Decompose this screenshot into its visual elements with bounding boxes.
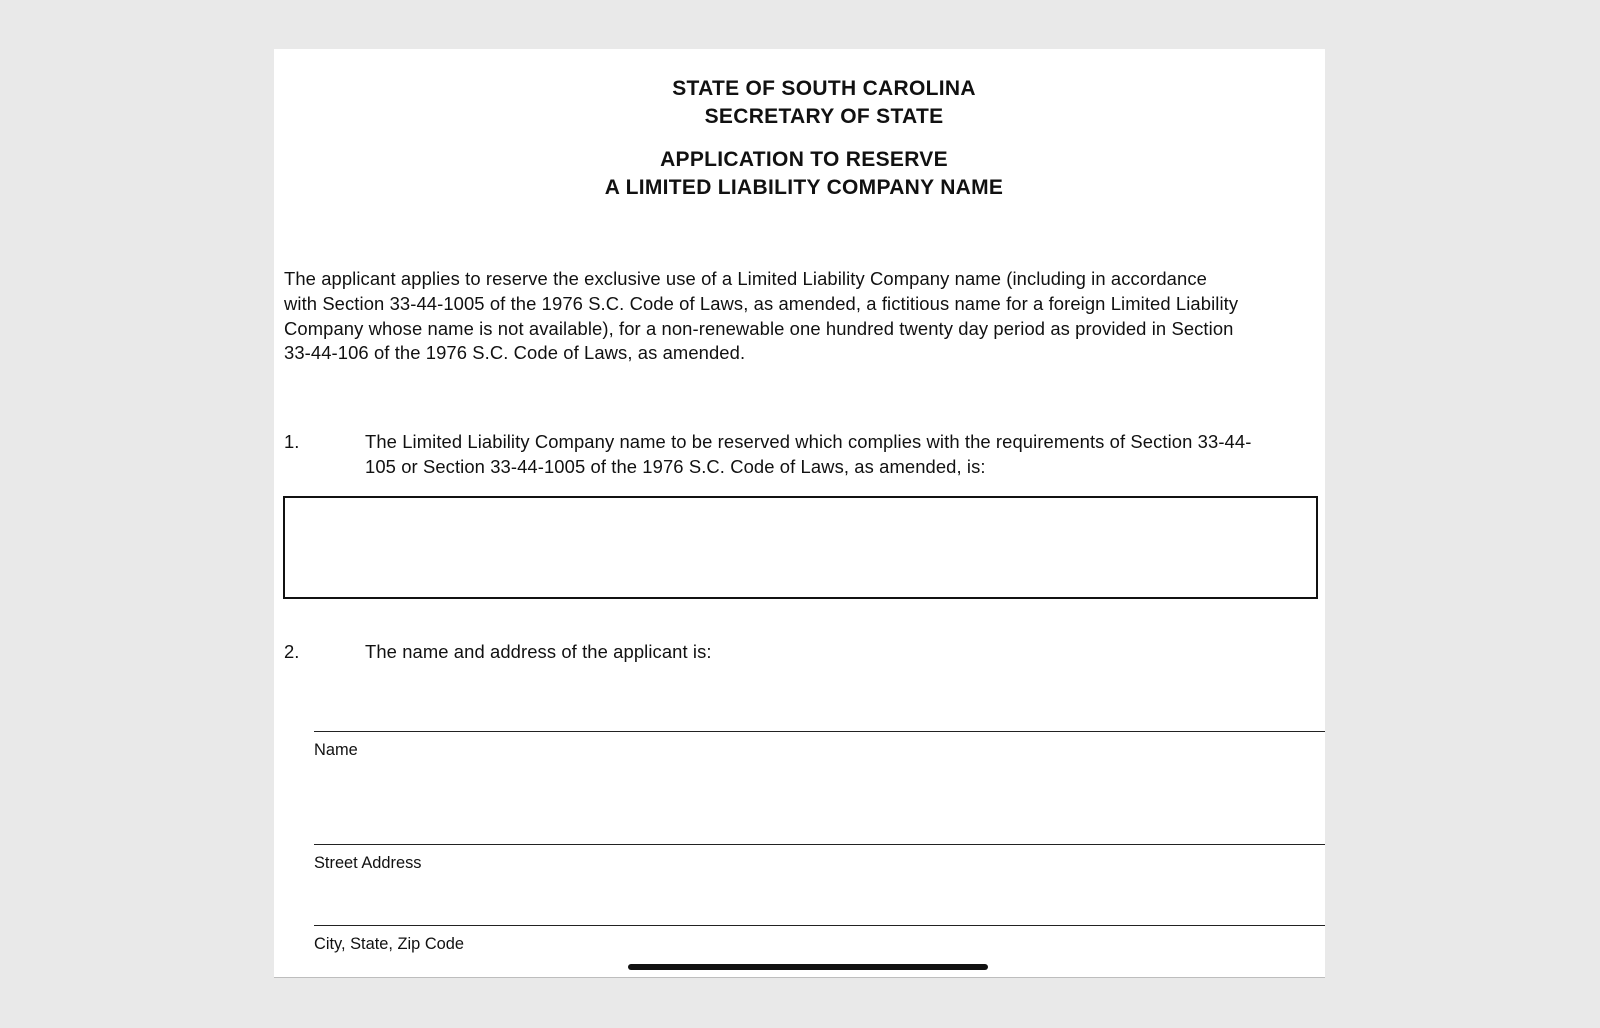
applicant-name-label: Name (314, 741, 358, 759)
document-header (274, 75, 1325, 131)
office-heading: SECRETARY OF STATE (704, 105, 944, 128)
intro-line: with Section 33-44-1005 of the 1976 S.C. Code of Laws, as amended, a fictitious name for a foreign Limited Liability (284, 292, 1239, 314)
item-1-line: The Limited Liability Company name to be reserved which complies with the requirements of Section 33-44- (365, 431, 1252, 452)
item-2-number: 2. (284, 641, 300, 662)
state-heading: STATE OF SOUTH CAROLINA (672, 77, 976, 100)
item-1-line: 105 or Section 33-44-1005 of the 1976 S.C. Code of Laws, as amended, is: (365, 455, 986, 477)
item-1-text (365, 430, 1251, 480)
form-title-line-1: APPLICATION TO RESERVE (660, 148, 948, 171)
intro-line: Company whose name is not available), for a non-renewable one hundred twenty day period as provided in Section (284, 317, 1234, 339)
document-page[interactable] (274, 49, 1325, 978)
item-2-text: The name and address of the applicant is: (365, 641, 712, 662)
item-1-number: 1. (284, 431, 300, 452)
street-address-label: Street Address (314, 854, 422, 872)
intro-line: 33-44-106 of the 1976 S.C. Code of Laws, as amended. (284, 342, 746, 364)
street-address-field[interactable] (314, 844, 1325, 845)
home-indicator-bar[interactable] (628, 964, 988, 970)
city-state-zip-label: City, State, Zip Code (314, 935, 465, 953)
form-title (274, 146, 1325, 202)
city-state-zip-field[interactable] (314, 925, 1325, 926)
intro-line: The applicant applies to reserve the exclusive use of a Limited Liability Company name (including in accordance (284, 268, 1207, 289)
intro-paragraph (284, 267, 1319, 366)
form-title-line-2: A LIMITED LIABILITY COMPANY NAME (604, 176, 1004, 199)
applicant-name-field[interactable] (314, 731, 1325, 732)
company-name-field[interactable] (283, 496, 1318, 599)
